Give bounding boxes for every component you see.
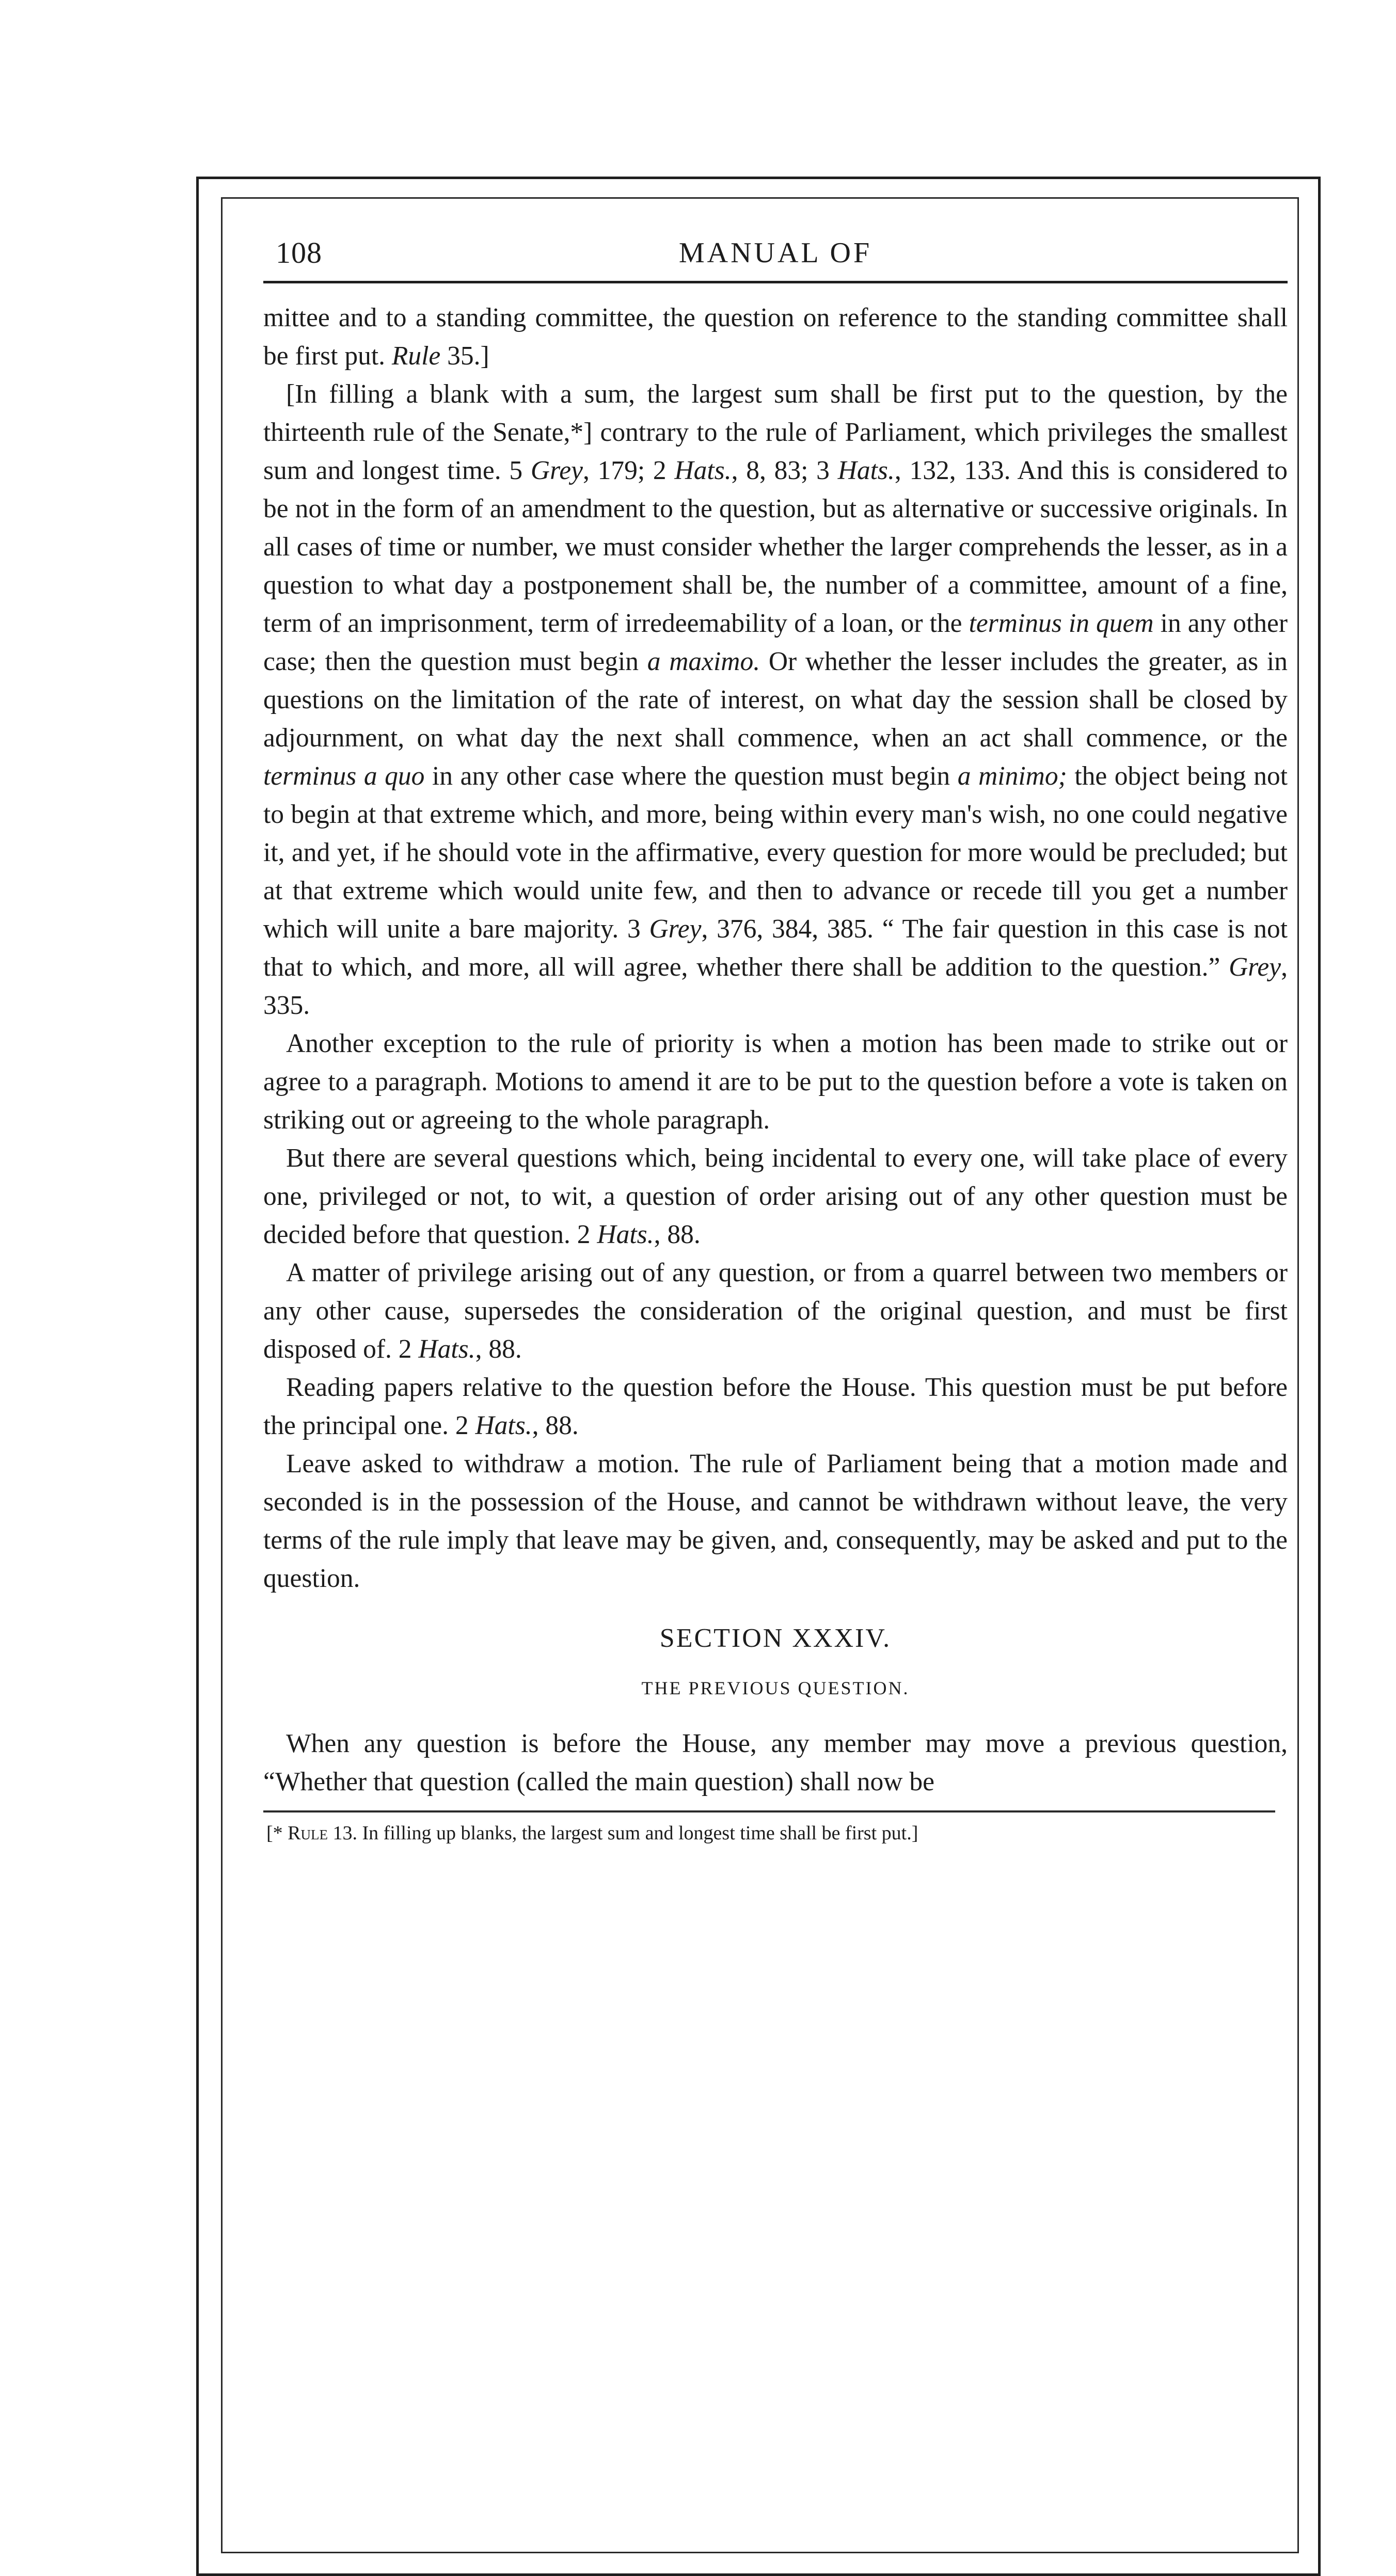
paragraph-1-segment: Rule: [391, 341, 441, 371]
paragraph-1-segment: 35.]: [440, 341, 489, 371]
paragraph-2-segment: Hats.: [674, 456, 732, 485]
paragraph-4-segment: , 88.: [654, 1220, 701, 1249]
paragraph-2: [263, 375, 1288, 1025]
paragraph-2-segment: a minimo;: [957, 761, 1067, 791]
paragraph-4: [263, 1139, 1288, 1254]
paragraph-2-segment: Grey: [1229, 952, 1281, 982]
paragraph-5: [263, 1254, 1288, 1369]
paragraph-1-segment: mittee and to a standing committee, the question on reference to the standing committee shall be first put.: [263, 303, 1288, 371]
paragraph-2-segment: Or whether the lesser includes the greater, as in questions on the limitation of the rate of interest, on what day the session shall be closed by adjournment, on what day the next shall commence, when an act shall commence, or the: [263, 647, 1288, 753]
paragraph-2-segment: , 179; 2: [582, 456, 675, 485]
paragraph-2-segment: , 335.: [263, 952, 1288, 1020]
paragraph-6-segment: Reading papers relative to the question before the House. This question must be put before the principal one. 2: [263, 1373, 1288, 1440]
running-title: MANUAL OF: [678, 237, 872, 269]
page-header: [263, 231, 1288, 281]
paragraph-7: [263, 1445, 1288, 1598]
paragraph-4-segment: But there are several questions which, being incidental to every one, will take place of every one, privileged or not, to wit, a question of order arising out of any other question must be decided before that question. 2: [263, 1143, 1288, 1249]
paragraph-3-segment: Another exception to the rule of priority is when a motion has been made to strike out or agree to a paragraph. Motions to amend it are to be put to the question before a vote is taken on striking out or agreeing to the whole paragraph.: [263, 1029, 1288, 1135]
footnote-open: [*: [266, 1822, 288, 1844]
footnote-rule: [263, 1810, 1275, 1812]
header-rule: [263, 281, 1288, 283]
page-number: 108: [276, 236, 322, 269]
book-page: [263, 231, 1288, 1849]
paragraph-5-segment: , 88.: [475, 1334, 522, 1364]
section-heading: SECTION XXXIV.: [659, 1624, 892, 1653]
section-subheading: THE PREVIOUS QUESTION.: [641, 1678, 910, 1698]
paragraph-3: [263, 1025, 1288, 1139]
paragraph-2-segment: Hats.: [837, 456, 895, 485]
paragraph-2-segment: terminus a quo: [263, 761, 425, 791]
paragraph-7-segment: Leave asked to withdraw a motion. The rule of Parliament being that a motion made and seconded is in the possession of the House, and cannot be withdrawn without leave, the very terms of the rule imply that leave may be given, and, consequently, may be asked and put to the question.: [263, 1449, 1288, 1593]
paragraph-2-segment: Grey: [530, 456, 583, 485]
body-text: [263, 299, 1288, 1801]
paragraph-2-segment: the object being not to begin at that extreme which, and more, being within every man's wish, no one could negative it, and yet, if he should vote in the affirmative, every question for more would be precluded; but at that extreme which would unite few, and then to advance or recede till you get a number which will unite a bare majority. 3: [263, 761, 1288, 944]
footnote: [263, 1818, 1288, 1849]
footnote-text: 13. In filling up blanks, the largest sum and longest time shall be first put.]: [328, 1822, 918, 1844]
paragraph-2-segment: Grey: [649, 914, 702, 944]
paragraph-2-segment: , 8, 83; 3: [731, 456, 838, 485]
paragraph-6-segment: , 88.: [532, 1411, 579, 1440]
paragraph-6-segment: Hats.: [475, 1411, 532, 1440]
footnote-rule-label: Rule: [288, 1822, 328, 1844]
paragraph-2-segment: in any other case where the question must begin: [424, 761, 958, 791]
paragraph-2-segment: a maximo.: [647, 647, 760, 676]
paragraph-2-segment: , 376, 384, 385. “ The fair question in this case is not that to which, and more, all will agree, whether there shall be addition to the question.”: [263, 914, 1288, 982]
section-paragraph: [263, 1725, 1288, 1801]
paragraph-6: [263, 1369, 1288, 1445]
paragraph-1: [263, 299, 1288, 375]
paragraph-2-segment: [In filling a blank with a sum, the largest sum shall be first put to the question, by the thirteenth rule of the Senate,*] contrary to the rule of Parliament, which privileges the smallest sum and longest time. 5: [263, 379, 1288, 485]
paragraph-2-segment: in any other case; then the question must begin: [263, 609, 1288, 676]
section-paragraph-segment: When any question is before the House, any member may move a previous question, “Whether that question (called the main question) shall now be: [263, 1729, 1288, 1796]
paragraph-5-segment: Hats.: [418, 1334, 475, 1364]
paragraph-5-segment: A matter of privilege arising out of any question, or from a quarrel between two members or any other cause, supersedes the consideration of the original question, and must be first disposed of. 2: [263, 1258, 1288, 1364]
paragraph-2-segment: terminus in quem: [969, 609, 1154, 638]
paragraph-2-segment: , 132, 133. And this is considered to be not in the form of an amendment to the question, but as alternative or successive originals. In all cases of time or number, we must consider whether the larger comprehends the lesser, as in a question to what day a postponement shall be, the number of a committee, amount of a fine, term of an imprisonment, term of irredeemability of a loan, or the: [263, 456, 1288, 638]
paragraph-4-segment: Hats.: [597, 1220, 654, 1249]
